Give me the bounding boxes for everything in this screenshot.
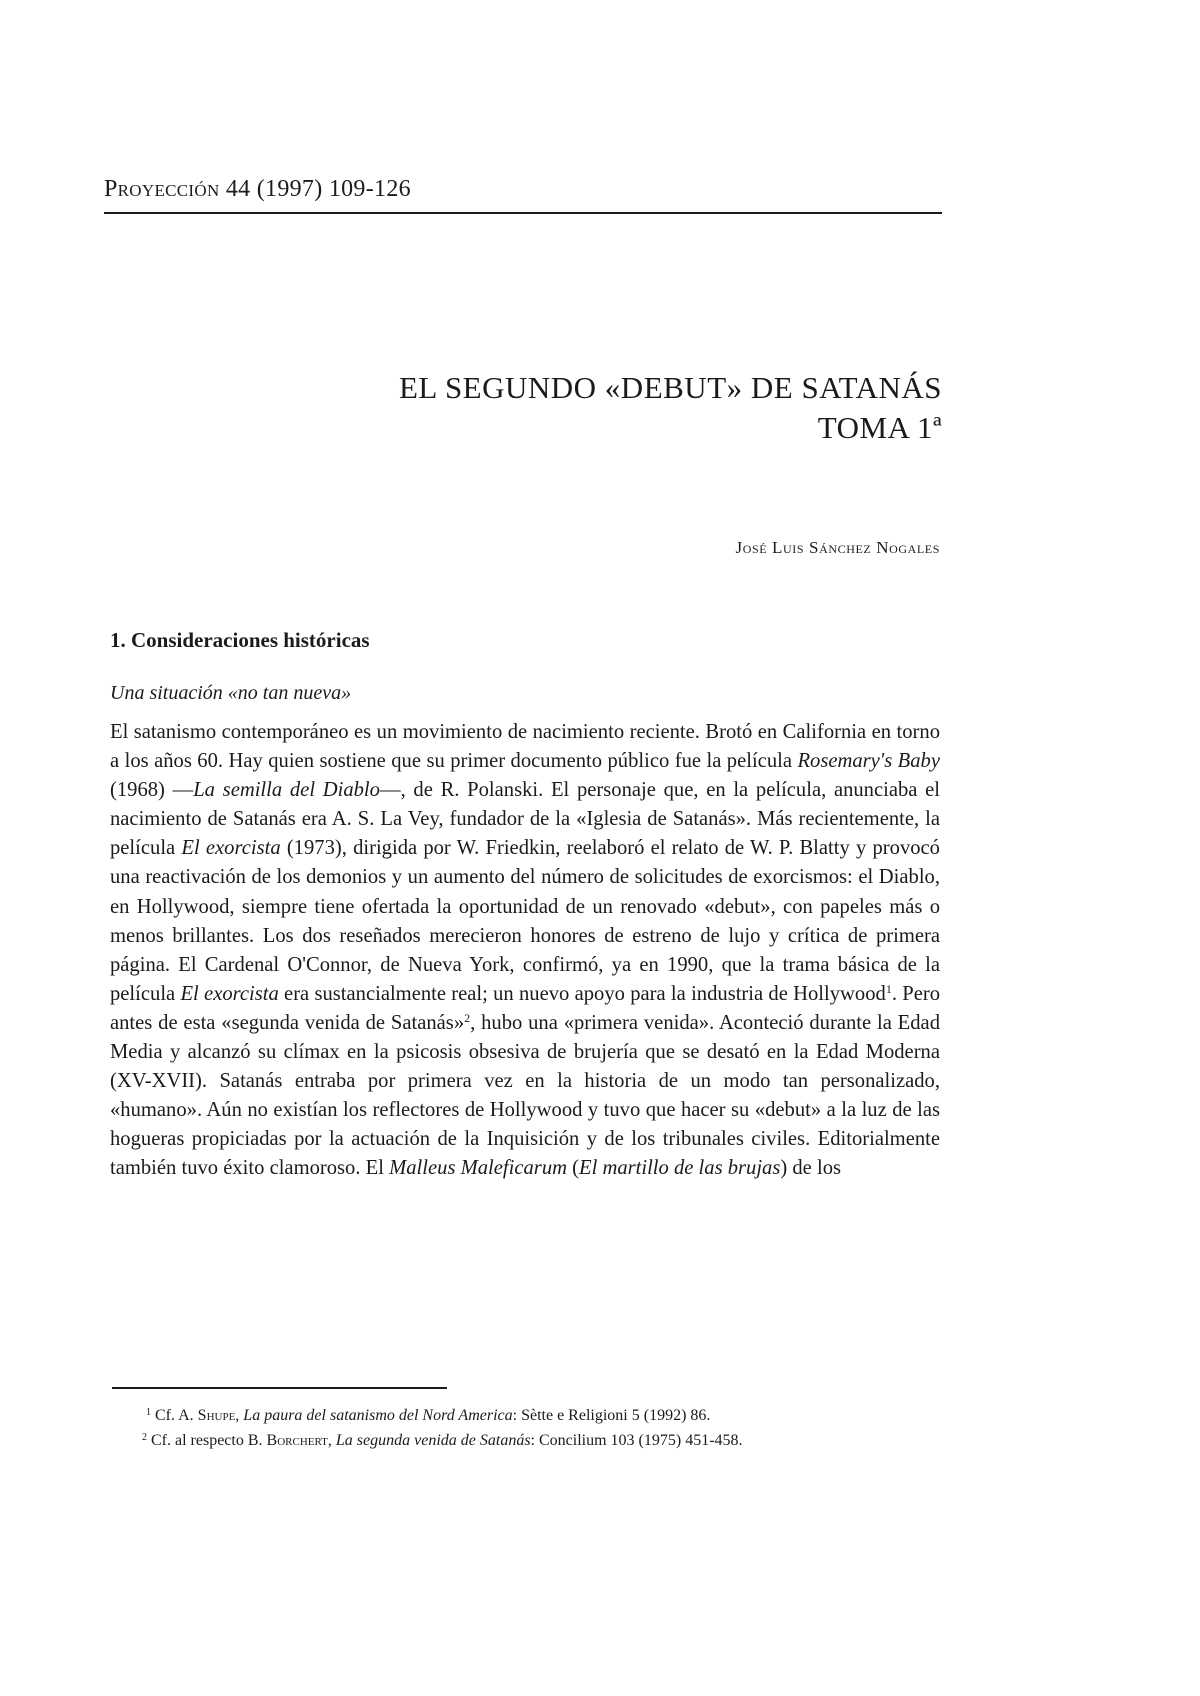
film-title: El exorcista	[181, 837, 281, 860]
footnote-text: ,	[327, 1432, 336, 1449]
footnote-text: ,	[235, 1407, 244, 1424]
text-run: , hubo una «primera venida». Aconteció durante la Edad Media y alcanzó su clímax en la psicosis obsesiva de brujería que se desató en la Edad Moderna (XV-XVII). Satanás entraba por primera vez en la historia de un modo tan personalizado, «humano». Aún no existían los reflectores de Hollywood y tuvo que hacer su «debut» a la luz de las hogueras propiciadas por la actuación de la Inquisición y de los tribunales civiles. Editorialmente también tuvo éxito clamoroso. El	[110, 1011, 940, 1180]
footnote-work-title: La paura del satanismo del Nord America	[243, 1407, 513, 1424]
footnote-text: Cf. A.	[155, 1407, 198, 1424]
subsection-heading: Una situación «no tan nueva»	[110, 682, 352, 704]
text-run: (1968) —	[110, 779, 194, 802]
footnote-text: : Concilium 103 (1975) 451-458.	[530, 1432, 743, 1449]
text-run: . Pero antes de esta «segunda venida de Satanás»	[110, 982, 940, 1034]
journal-citation: 44 (1997) 109-126	[225, 176, 411, 202]
journal-name: Proyección	[104, 176, 220, 202]
footnote-text: Cf. al respecto B.	[151, 1432, 267, 1449]
header-rule	[104, 212, 942, 214]
text-run: El satanismo contemporáneo es un movimiento de nacimiento reciente. Brotó en California en torno a los años 60. Hay quien sostiene que su primer documento público fue la película	[110, 721, 940, 773]
text-run: (	[566, 1157, 579, 1180]
text-run: —, de R. Polanski. El personaje que, en la película, anunciaba el nacimiento de Satanás era A. S. La Vey, fundador de la «Iglesia de Satanás». Más recientemente, la película	[110, 779, 940, 860]
film-title: El exorcista	[180, 982, 279, 1005]
title-line-2: TOMA 1ª	[817, 410, 942, 445]
footnote-1	[110, 1403, 942, 1428]
footnotes	[110, 1403, 942, 1453]
book-title: El martillo de las brujas	[579, 1157, 781, 1180]
body-text	[110, 718, 940, 1184]
article-title	[399, 368, 942, 448]
book-title: Malleus Maleficarum	[389, 1157, 567, 1180]
film-title: Rosemary's Baby	[797, 750, 940, 773]
footnote-rule	[112, 1387, 447, 1389]
footnote-2	[110, 1428, 942, 1453]
text-run: era sustancialmente real; un nuevo apoyo para la industria de Hollywood	[278, 982, 886, 1005]
running-head	[104, 176, 411, 203]
footnote-author: Borchert	[266, 1432, 328, 1449]
author-name: José Luis Sánchez Nogales	[735, 538, 940, 557]
footnote-work-title: La segunda venida de Satanás	[335, 1432, 531, 1449]
footnote-ref-1[interactable]: 1	[885, 981, 892, 996]
text-run: (1973), dirigida por W. Friedkin, reelaboró el relato de W. P. Blatty y provocó una reactivación de los demonios y un aumento del número de solicitudes de exorcismos: el Diablo, en Hollywood, siempre tiene ofertada la oportunidad de un renovado «debut», con papeles más o menos brillantes. Los dos reseñados merecieron honores de estreno de lujo y crítica de primera página. El Cardenal O'Connor, de Nueva York, confirmó, ya en 1990, que la trama básica de la película	[110, 837, 940, 1005]
body-paragraph	[110, 718, 940, 1184]
footnote-marker: 2	[142, 1432, 147, 1443]
footnote-ref-2[interactable]: 2	[464, 1010, 471, 1025]
film-title: La semilla del Diablo	[193, 779, 380, 802]
footnote-text: : Sètte e Religioni 5 (1992) 86.	[512, 1407, 711, 1424]
footnote-author: Shupe	[197, 1407, 236, 1424]
footnote-marker: 1	[146, 1407, 151, 1418]
text-run: ) de los	[780, 1157, 841, 1180]
section-heading: 1. Consideraciones históricas	[110, 628, 370, 652]
title-line-1: EL SEGUNDO «DEBUT» DE SATANÁS	[398, 370, 942, 405]
